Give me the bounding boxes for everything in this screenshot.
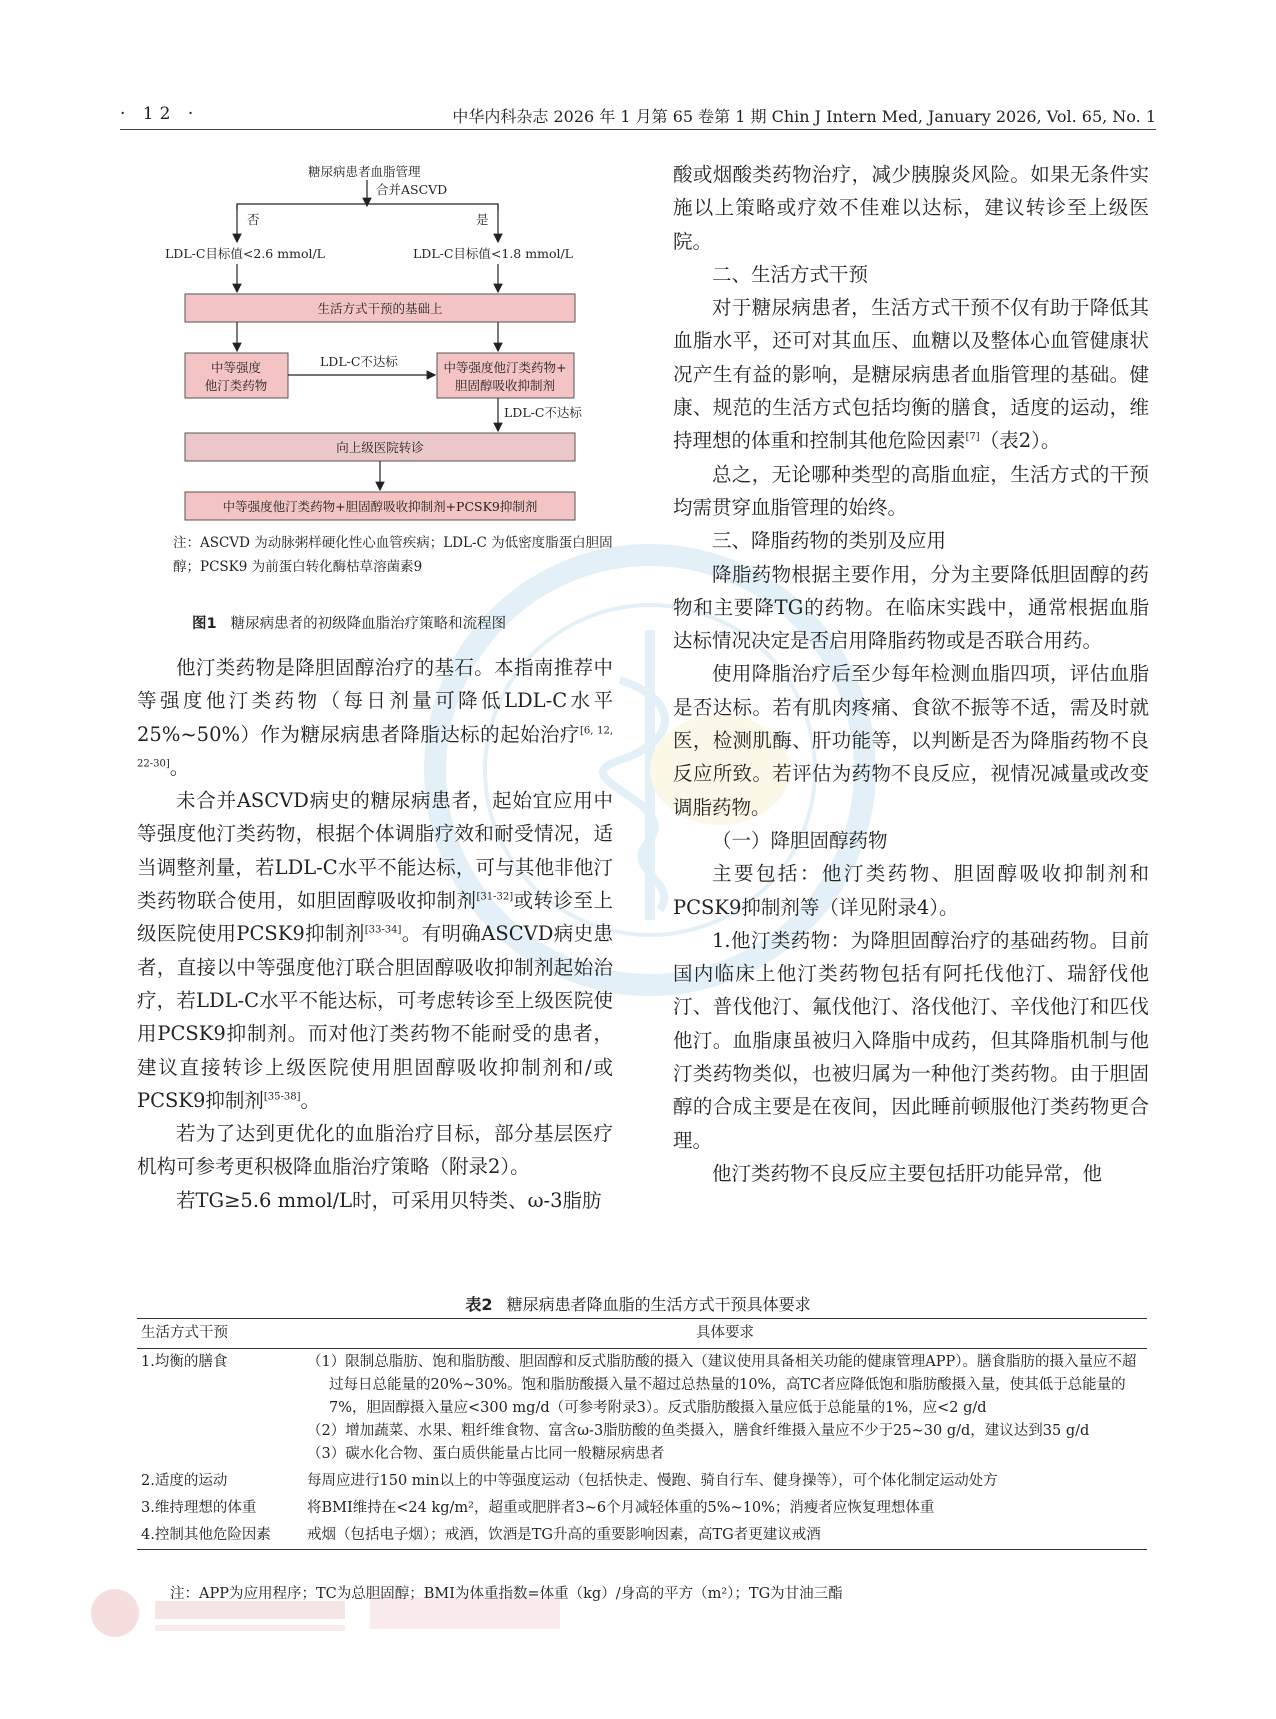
paragraph: 他汀类药物不良反应主要包括肝功能异常，他 — [712, 1161, 1103, 1185]
fc-statin-text-2: 他汀类药物 — [204, 378, 268, 393]
fc-not-reached-2: LDL-C不达标 — [504, 405, 582, 420]
figure-caption — [192, 612, 506, 633]
paragraph: 若TG≥5.6 mmol/L时，可采用贝特类、ω-3脂肪 — [176, 1188, 602, 1212]
fc-branch-yes: 是 — [476, 212, 489, 227]
figure-caption-text: 糖尿病患者的初级降血脂治疗策略和流程图 — [230, 616, 507, 632]
paragraph: 主要包括：他汀类药物、胆固醇吸收抑制剂和PCSK9抑制剂等（详见附录4）。 — [673, 862, 1149, 919]
fc-combo-text-1: 中等强度他汀类药物+ — [443, 360, 567, 375]
fc-merge-label: 合并ASCVD — [376, 182, 448, 197]
table-row: 2.适度的运动 每周应进行150 min以上的中等强度运动（包括快走、慢跑、骑自行车、健身操等），可个体化制定运动处方 — [141, 1473, 998, 1489]
subsection-heading: （一）降胆固醇药物 — [712, 828, 888, 852]
figure-note: 注：ASCVD 为动脉粥样硬化性心血管疾病；LDL-C 为低密度脂蛋白胆固醇；PCSK9 为前蛋白转化酶枯草溶菌素9 — [173, 535, 613, 575]
paragraph: 总之，无论哪种类型的高脂血症，生活方式的干预均需贯穿血脂管理的始终。 — [673, 462, 1149, 519]
right-column — [673, 158, 1149, 1190]
paragraph: 对于糖尿病患者，生活方式干预不仅有助于降低其血脂水平，还可对其血压、血糖以及整体心血管健康状况产生有益的影响，是糖尿病患者血脂管理的基础。健康、规范的生活方式包括均衡的膳食，适度的运动，维持理想的体重和控制其他危险因素[7]（表2）。 — [673, 296, 1149, 453]
fc-start: 糖尿病患者血脂管理 — [308, 164, 421, 179]
fc-not-reached-1: LDL-C不达标 — [320, 354, 398, 369]
table-row: 4.控制其他危险因素 戒烟（包括电子烟）；戒酒，饮酒是TG升高的重要影响因素，高TG者更建议戒酒 — [137, 1522, 1147, 1550]
paragraph: 降脂药物根据主要作用，分为主要降低胆固醇的药物和主要降TG的药物。在临床实践中，通常根据血脂达标情况决定是否启用降脂药物或是否联合用药。 — [673, 562, 1149, 653]
section-heading: 二、生活方式干预 — [712, 262, 869, 286]
figure-caption-label: 图1 — [192, 616, 217, 632]
table-note: 注：APP为应用程序；TC为总胆固醇；BMI为体重指数=体重（kg）/身高的平方（m²）；TG为甘油三酯 — [170, 1586, 843, 1602]
flowchart — [130, 160, 620, 535]
paragraph: 使用降脂治疗后至少每年检测血脂四项，评估血脂是否达标。若有肌肉疼痛、食欲不振等不适，需及时就医，检测肌酶、肝功能等，以判断是否为降脂药物不良反应所致。若评估为药物不良反应，视情况减量或改变调脂药物。 — [673, 662, 1149, 819]
page-number: · 12 · — [120, 104, 200, 124]
paragraph: 酸或烟酸类药物治疗，减少胰腺炎风险。如果无条件实施以上策略或疗效不佳难以达标，建议转诊至上级医院。 — [673, 163, 1149, 253]
table-header-col1: 生活方式干预 — [137, 1319, 303, 1349]
fc-referral-text: 向上级医院转诊 — [336, 440, 424, 455]
table-row: 3.维持理想的体重 将BMI维持在<24 kg/m²，超重或肥胖者3~6个月减轻体重的5%~10%；消瘦者应恢复理想体重 — [141, 1500, 935, 1516]
table-header-col2: 具体要求 — [303, 1319, 1147, 1349]
lifestyle-table — [137, 1318, 1147, 1550]
table-row: 1.均衡的膳食 （1）限制总脂肪、饱和脂肪酸、胆固醇和反式脂肪酸的摄入（建议使用具备相关功能的健康管理APP）。膳食脂肪的摄入量应不超过每日总能量的20%~30%。饱和脂肪酸摄入量不超过总热量的10%，高TC者应降低饱和脂肪酸摄入量，使其低于总能量的7%，胆固醇摄入量应<300 mg/d（可参考附录3）。反式脂肪酸摄入量应低于总能量的1%，应<2 g/d （2）增加蔬菜、水果、粗纤维食物、富含ω-3脂肪酸的鱼类摄入，膳食纤维摄入量应不少于25~30 g/d，建议达到35 g/d （3）碳水化合物、蛋白质供能量占比同一般糖尿病患者 — [141, 1354, 1137, 1462]
paragraph: 未合并ASCVD病史的糖尿病患者，起始宜应用中等强度他汀类药物，根据个体调脂疗效和耐受情况，适当调整剂量，若LDL-C水平不能达标，可与其他非他汀类药物联合使用，如胆固醇吸收抑制剂[31-32]或转诊至上级医院使用PCSK9抑制剂[33-34]。有明确ASCVD病史患者，直接以中等强度他汀联合胆固醇吸收抑制剂起始治疗，若LDL-C水平不能达标，可考虑转诊至上级医院使用PCSK9抑制剂。而对他汀类药物不能耐受的患者，建议直接转诊上级医院使用胆固醇吸收抑制剂和/或PCSK9抑制剂[35-38]。 — [137, 789, 613, 1112]
fc-branch-no: 否 — [247, 212, 260, 227]
paragraph: 若为了达到更优化的血脂治疗目标，部分基层医疗机构可参考更积极降血脂治疗策略（附录2）。 — [137, 1122, 613, 1179]
fc-lifestyle-text: 生活方式干预的基础上 — [317, 301, 443, 316]
paragraph: 1.他汀类药物：为降胆固醇治疗的基础药物。目前国内临床上他汀类药物包括有阿托伐他汀、瑞舒伐他汀、普伐他汀、氟伐他汀、洛伐他汀、辛伐他汀和匹伐他汀。血脂康虽被归入降脂中成药，但其降脂机制与他汀类药物类似，也被归属为一种他汀类药物。由于胆固醇的合成主要是在夜间，因此睡前顿服他汀类药物更合理。 — [673, 928, 1149, 1152]
section-heading: 三、降脂药物的类别及应用 — [712, 529, 947, 553]
fc-combo-text-2: 胆固醇吸收抑制剂 — [454, 378, 556, 393]
left-column — [137, 651, 613, 1217]
fc-statin-text-1: 中等强度 — [210, 360, 262, 375]
fc-target-yes: LDL-C目标值<1.8 mmol/L — [413, 246, 573, 261]
fc-final-text: 中等强度他汀类药物+胆固醇吸收抑制剂+PCSK9抑制剂 — [222, 499, 538, 514]
header-rule — [120, 129, 1156, 130]
fc-target-no: LDL-C目标值<2.6 mmol/L — [165, 246, 325, 261]
table-title-text: 糖尿病患者降血脂的生活方式干预具体要求 — [506, 1295, 811, 1314]
running-head: 中华内科杂志 2026 年 1 月第 65 卷第 1 期 Chin J Intern Med, January 2026, Vol. 65, No. 1 — [452, 107, 1156, 126]
table-title — [0, 1292, 1276, 1315]
paragraph: 他汀类药物是降胆固醇治疗的基石。本指南推荐中等强度他汀类药物（每日剂量可降低LDL-C水平25%~50%）作为糖尿病患者降脂达标的起始治疗[6, 12, 22-30]。 — [137, 656, 613, 779]
table-label: 表2 — [465, 1295, 493, 1314]
